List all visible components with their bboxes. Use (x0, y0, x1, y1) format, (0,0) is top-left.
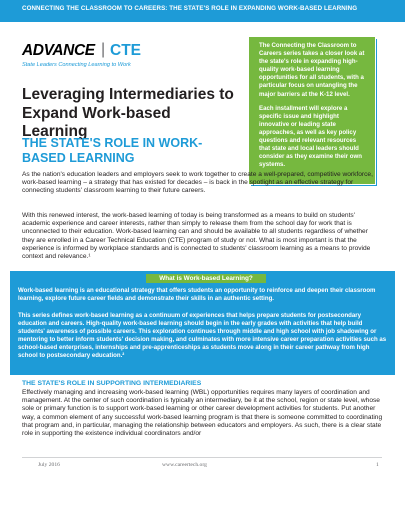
logo-cte: CTE (110, 42, 141, 59)
sidebar-paragraph: The Connecting the Classroom to Careers series takes a closer look at the state's role in expanding high-quality work-based learning opportunities for all students, with a particular focus on untangling the major barriers at the K-12 level. (259, 42, 365, 98)
series-sidebar (249, 37, 375, 184)
logo-divider: | (101, 41, 106, 58)
page-number: 1 (376, 462, 379, 468)
body-paragraph: Effectively managing and increasing work-based learning (WBL) opportunities requires many layers of coordination and management. At the center of such coordination is typically an intermediary, be it at the school, region or state level, whose sole or primary function is to support work-based learning or other career development activities for students. Put another way, a common element of any successful work-based learning program is that there is someone committed to coordinating that program and, in particular, managing the relationship between educators and employers. As such, there is a clear state role in supporting the existence individual coordinators and/or (22, 389, 383, 438)
header-banner (0, 0, 405, 22)
body-paragraph: As the nation's education leaders and employers seek to work together to create a well-prepared, competitive workforce, work-based learning – a strategy that has existed for decades – is back in the spotlight as an effective strategy for connecting students' classroom learning to their future careers. (22, 171, 373, 195)
page-footer (22, 457, 382, 470)
logo-tagline: State Leaders Connecting Learning to Work (22, 62, 131, 68)
body-paragraph: With this renewed interest, the work-based learning of today is being transformed as a means to build on students' academic experience and career interests, rather than simply to release them from the school day for work that is unconnected to their education. Work-based learning can and should be available to all students regardless of whether they are enrolled in a Career Technical Education (CTE) program of study or not. What is most important is that the experience is informed by workplace standards and is connected to students' classroom learning as a means to provide context and relevance.¹ (22, 212, 371, 261)
advance-cte-logo (22, 42, 142, 78)
wbl-box-heading: What is Work-based Learning? (146, 274, 266, 283)
sidebar-paragraph: Each installment will explore a specific issue and highlight innovative or leading state approaches, as well as key policy questions and relevant resources that state and local leaders should consider as they examine their own systems. (259, 104, 362, 169)
wbl-paragraph: Work-based learning is an educational strategy that offers students an opportunity to reinforce and deepen their classroom learning, explore future career fields and demonstrate their skills in an authentic setting. (18, 287, 376, 303)
page-title: Leveraging Intermediaries to Expand Work-based Learning (22, 86, 234, 140)
section-heading: THE STATE'S ROLE IN SUPPORTING INTERMEDIARIES (22, 380, 202, 387)
logo-advance: ADVANCE (22, 42, 95, 59)
wbl-paragraph: This series defines work-based learning as a continuum of experiences that helps prepare students for postsecondary education and careers. High-quality work-based learning should begin in the early grades with activities that help build students' awareness of possible careers. This exploration continues through middle and high school with job shadowing or mentoring to better inform students' decision making, and culminates with more intensive career preparation activities such as school-based enterprises, internships and pre-apprenticeships as students move along in their career pathway from high school to postsecondary education.² (18, 312, 387, 360)
footer-date: July 2016 (38, 462, 60, 468)
section-heading: THE STATE'S ROLE IN WORK-BASED LEARNING (22, 136, 203, 165)
banner-text: CONNECTING THE CLASSROOM TO CAREERS: THE STATE'S ROLE IN EXPANDING WORK-BASED LEARNING (22, 5, 358, 12)
footer-url: www.careertech.org (162, 462, 207, 468)
wbl-definition-box (10, 271, 395, 375)
